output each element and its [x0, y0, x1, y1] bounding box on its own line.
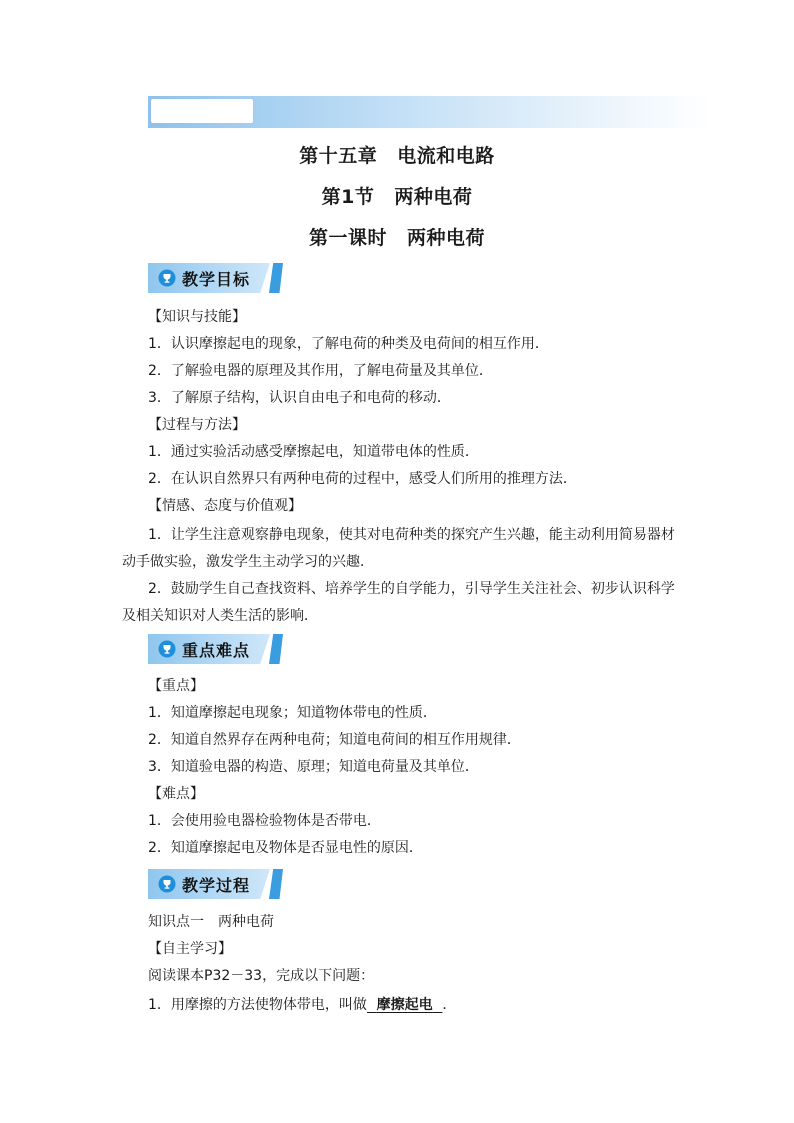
chapter-title: [0, 141, 794, 168]
chapter-name: 电流和电路: [397, 145, 495, 167]
list-item: 1．会使用验电器检验物体是否带电．: [148, 813, 381, 829]
lesson-number: 第一课时: [308, 227, 387, 249]
paragraph-line: 2．鼓励学生自己查找资料、培养学生的自学能力，引导学生关注社会、初步认识科学: [148, 581, 675, 597]
process-heading: 【过程与方法】: [148, 417, 246, 433]
fill-blank-answer: 摩擦起电: [376, 997, 433, 1013]
emotion-heading: 【情感、态度与价值观】: [148, 498, 302, 514]
question-1: [148, 995, 456, 1015]
question-text: 1．用摩擦的方法使物体带电，叫做: [148, 997, 367, 1013]
section-header-keypoints: [148, 634, 283, 664]
paragraph-line: 动手做实验，激发学生主动学习的兴趣．: [122, 554, 374, 570]
knowledge-point-title: 知识点一 两种电荷: [148, 914, 274, 930]
question-suffix: ．: [442, 997, 457, 1013]
section-name: 两种电荷: [394, 186, 473, 208]
chapter-number: 第十五章: [299, 145, 378, 167]
list-item: 2．了解验电器的原理及其作用，了解电荷量及其单位．: [148, 363, 493, 379]
list-item: 2．知道摩擦起电及物体是否显电性的原因．: [148, 840, 423, 856]
section-label: 教学过程: [182, 876, 251, 895]
trophy-icon: [158, 640, 176, 658]
list-item: 3．了解原子结构，认识自由电子和电荷的移动．: [148, 390, 451, 406]
list-item: 2．知道自然界存在两种电荷；知道电荷间的相互作用规律．: [148, 732, 521, 748]
lesson-title: [0, 223, 794, 250]
key-heading: 【重点】: [148, 678, 204, 694]
list-item: 3．知道验电器的构造、原理；知道电荷量及其单位．: [148, 759, 479, 775]
trophy-icon: [158, 269, 176, 287]
knowledge-heading: 【知识与技能】: [148, 309, 246, 325]
section-header-goals: [148, 263, 283, 293]
lesson-name: 两种电荷: [407, 227, 486, 249]
paragraph-line: 及相关知识对人类生活的影响．: [122, 608, 318, 624]
list-item: 1．认识摩擦起电的现象，了解电荷的种类及电荷间的相互作用．: [148, 336, 549, 352]
section-header-process: [148, 869, 283, 899]
paragraph-line: 1．让学生注意观察静电现象，使其对电荷种类的探究产生兴趣，能主动利用简易器材: [148, 527, 675, 543]
section-number: 第1节: [321, 186, 375, 208]
section-label: 重点难点: [182, 641, 251, 660]
list-item: 1．通过实验活动感受摩擦起电，知道带电体的性质．: [148, 444, 479, 460]
banner-tab: [151, 99, 253, 123]
self-study-heading: 【自主学习】: [148, 941, 232, 957]
top-banner: [148, 96, 710, 128]
difficulty-heading: 【难点】: [148, 786, 204, 802]
list-item: 1．知道摩擦起电现象；知道物体带电的性质．: [148, 705, 437, 721]
reading-instruction: 阅读课本P32－33，完成以下问题：: [148, 968, 375, 984]
trophy-icon: [158, 875, 176, 893]
section-label: 教学目标: [182, 270, 251, 289]
section-title: [0, 182, 794, 209]
list-item: 2．在认识自然界只有两种电荷的过程中，感受人们所用的推理方法．: [148, 471, 577, 487]
